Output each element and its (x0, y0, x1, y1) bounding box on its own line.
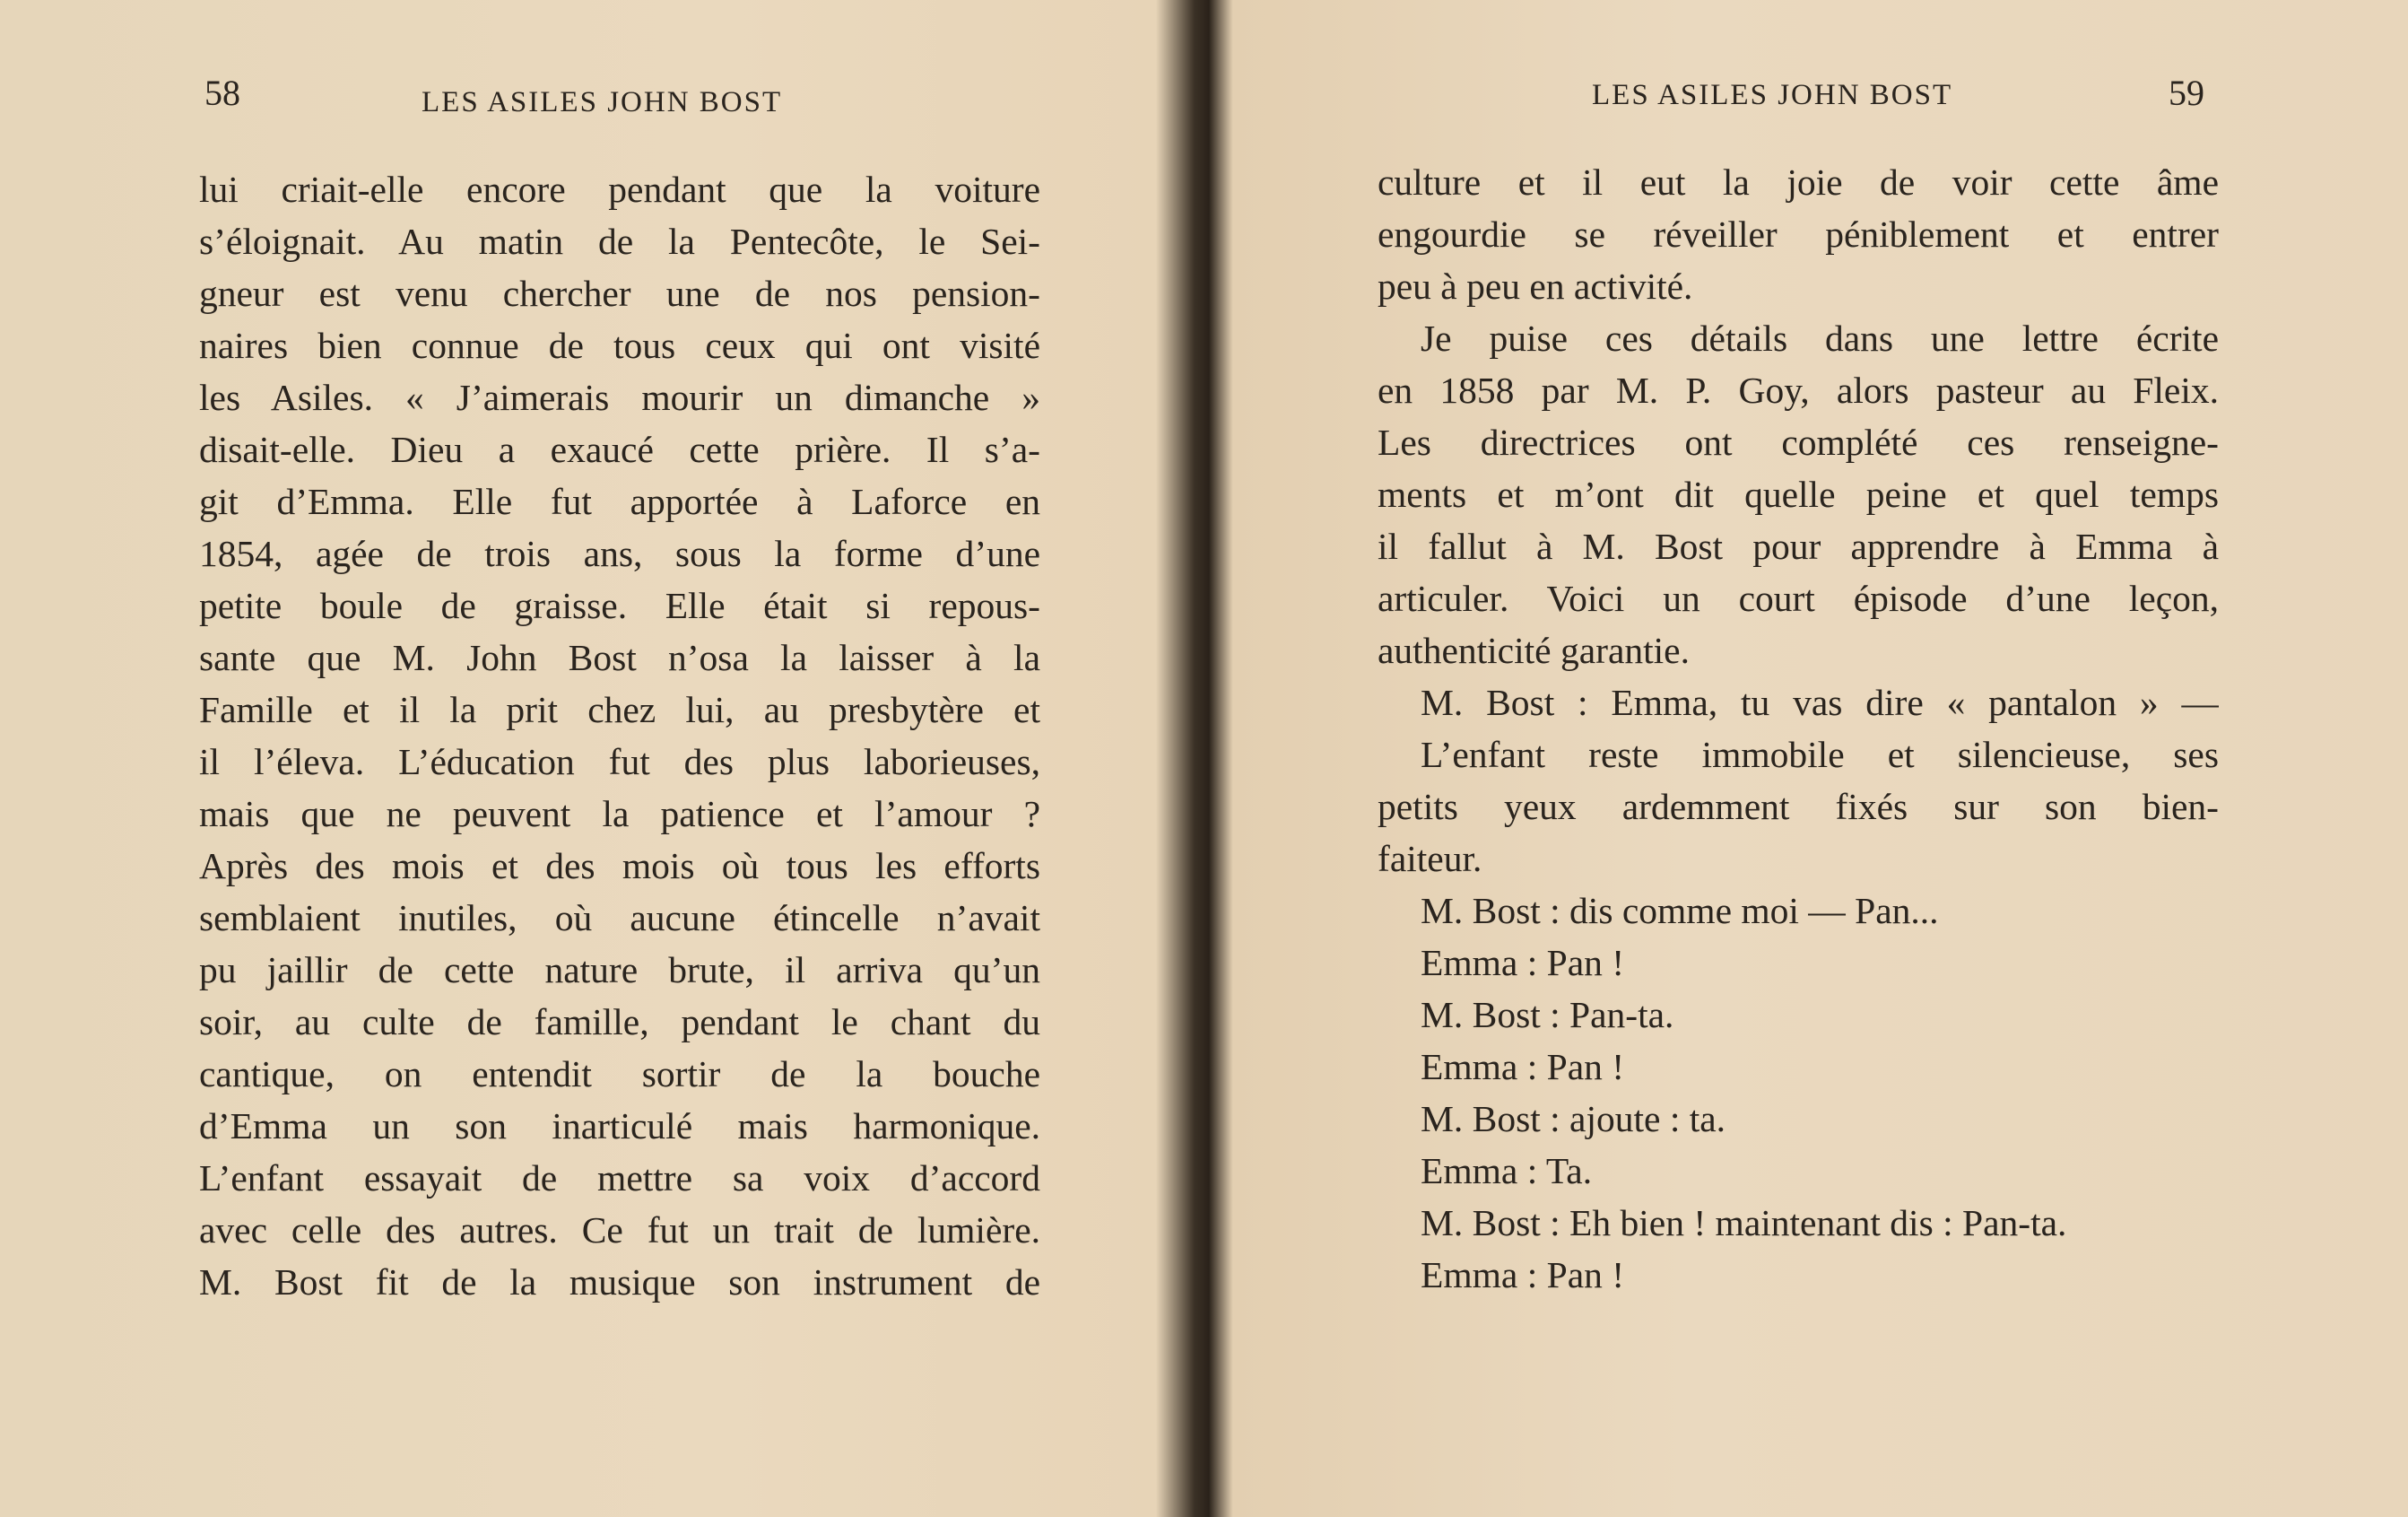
dialog-line: Emma : Pan ! (1421, 942, 1625, 983)
text-line: il fallut à M. Bost pour apprendre à Emma à (1378, 526, 2219, 567)
text-line: git d’Emma. Elle fut apportée à Laforce en (199, 481, 1040, 522)
text-line: s’éloignait. Au matin de la Pentecôte, le Sei- (199, 221, 1040, 262)
text-line: L’enfant essayait de mettre sa voix d’accord (199, 1157, 1040, 1199)
text-line: M. Bost : Emma, tu vas dire « pantalon » — (1421, 682, 2219, 723)
dialog-line: M. Bost : Pan-ta. (1421, 994, 1674, 1035)
text-line: Je puise ces détails dans une lettre écrite (1421, 318, 2219, 359)
text-line: peu à peu en activité. (1378, 266, 1693, 307)
running-head: LES ASILES JOHN BOST (1592, 79, 1953, 111)
text-line: les Asiles. « J’aimerais mourir un dimanche » (199, 377, 1040, 418)
page-number: 59 (2169, 73, 2204, 113)
running-head: LES ASILES JOHN BOST (422, 86, 783, 118)
body-text (1378, 156, 2219, 1301)
text-line: d’Emma un son inarticulé mais harmonique. (199, 1105, 1040, 1146)
dialog-line: Emma : Pan ! (1421, 1254, 1625, 1295)
dialog-line: M. Bost : Eh bien ! maintenant dis : Pan-ta. (1421, 1202, 2067, 1243)
text-line: disait-elle. Dieu a exaucé cette prière. Il s’a- (199, 429, 1040, 470)
text-line: faiteur. (1378, 838, 1482, 879)
text-line: petits yeux ardemment fixés sur son bien- (1378, 786, 2219, 827)
left-page (0, 0, 1197, 1517)
text-line: cantique, on entendit sortir de la bouche (199, 1053, 1040, 1094)
text-line: culture et il eut la joie de voir cette âme (1378, 161, 2219, 203)
text-line: pu jaillir de cette nature brute, il arriva qu’un (199, 949, 1040, 990)
text-line: Les directrices ont complété ces renseigne- (1378, 422, 2219, 463)
text-line: mais que ne peuvent la patience et l’amour ? (199, 793, 1040, 834)
text-line: M. Bost fit de la musique son instrument de (199, 1261, 1040, 1303)
text-line: authenticité garantie. (1378, 630, 1690, 671)
text-line: articuler. Voici un court épisode d’une leçon, (1378, 578, 2219, 619)
text-line: gneur est venu chercher une de nos pension- (199, 273, 1040, 314)
text-line: 1854, agée de trois ans, sous la forme d’une (199, 533, 1040, 574)
text-line: sante que M. John Bost n’osa la laisser à la (199, 637, 1040, 678)
text-line: engourdie se réveiller péniblement et entrer (1378, 214, 2219, 255)
right-page (1211, 0, 2408, 1517)
text-line: Famille et il la prit chez lui, au presbytère et (199, 689, 1040, 730)
text-line: soir, au culte de famille, pendant le chant du (199, 1001, 1040, 1042)
text-line: petite boule de graisse. Elle était si repous- (199, 585, 1040, 626)
text-line: Après des mois et des mois où tous les efforts (199, 845, 1040, 886)
text-line: en 1858 par M. P. Goy, alors pasteur au Fleix. (1378, 370, 2219, 411)
body-text (199, 163, 1040, 1308)
text-line: il l’éleva. L’éducation fut des plus laborieuses, (199, 741, 1040, 782)
dialog-line: Emma : Ta. (1421, 1150, 1593, 1191)
text-line: ments et m’ont dit quelle peine et quel temps (1378, 474, 2219, 515)
dialog-line: M. Bost : dis comme moi — Pan... (1421, 890, 1939, 931)
dialog-line: M. Bost : ajoute : ta. (1421, 1098, 1726, 1139)
text-line: lui criait-elle encore pendant que la voiture (199, 169, 1040, 210)
page-number: 58 (204, 73, 240, 113)
text-line: avec celle des autres. Ce fut un trait de lumière. (199, 1209, 1040, 1251)
text-line: naires bien connue de tous ceux qui ont visité (199, 325, 1040, 366)
text-line: L’enfant reste immobile et silencieuse, ses (1421, 734, 2219, 775)
dialog-line: Emma : Pan ! (1421, 1046, 1625, 1087)
text-line: semblaient inutiles, où aucune étincelle n’avait (199, 897, 1040, 938)
